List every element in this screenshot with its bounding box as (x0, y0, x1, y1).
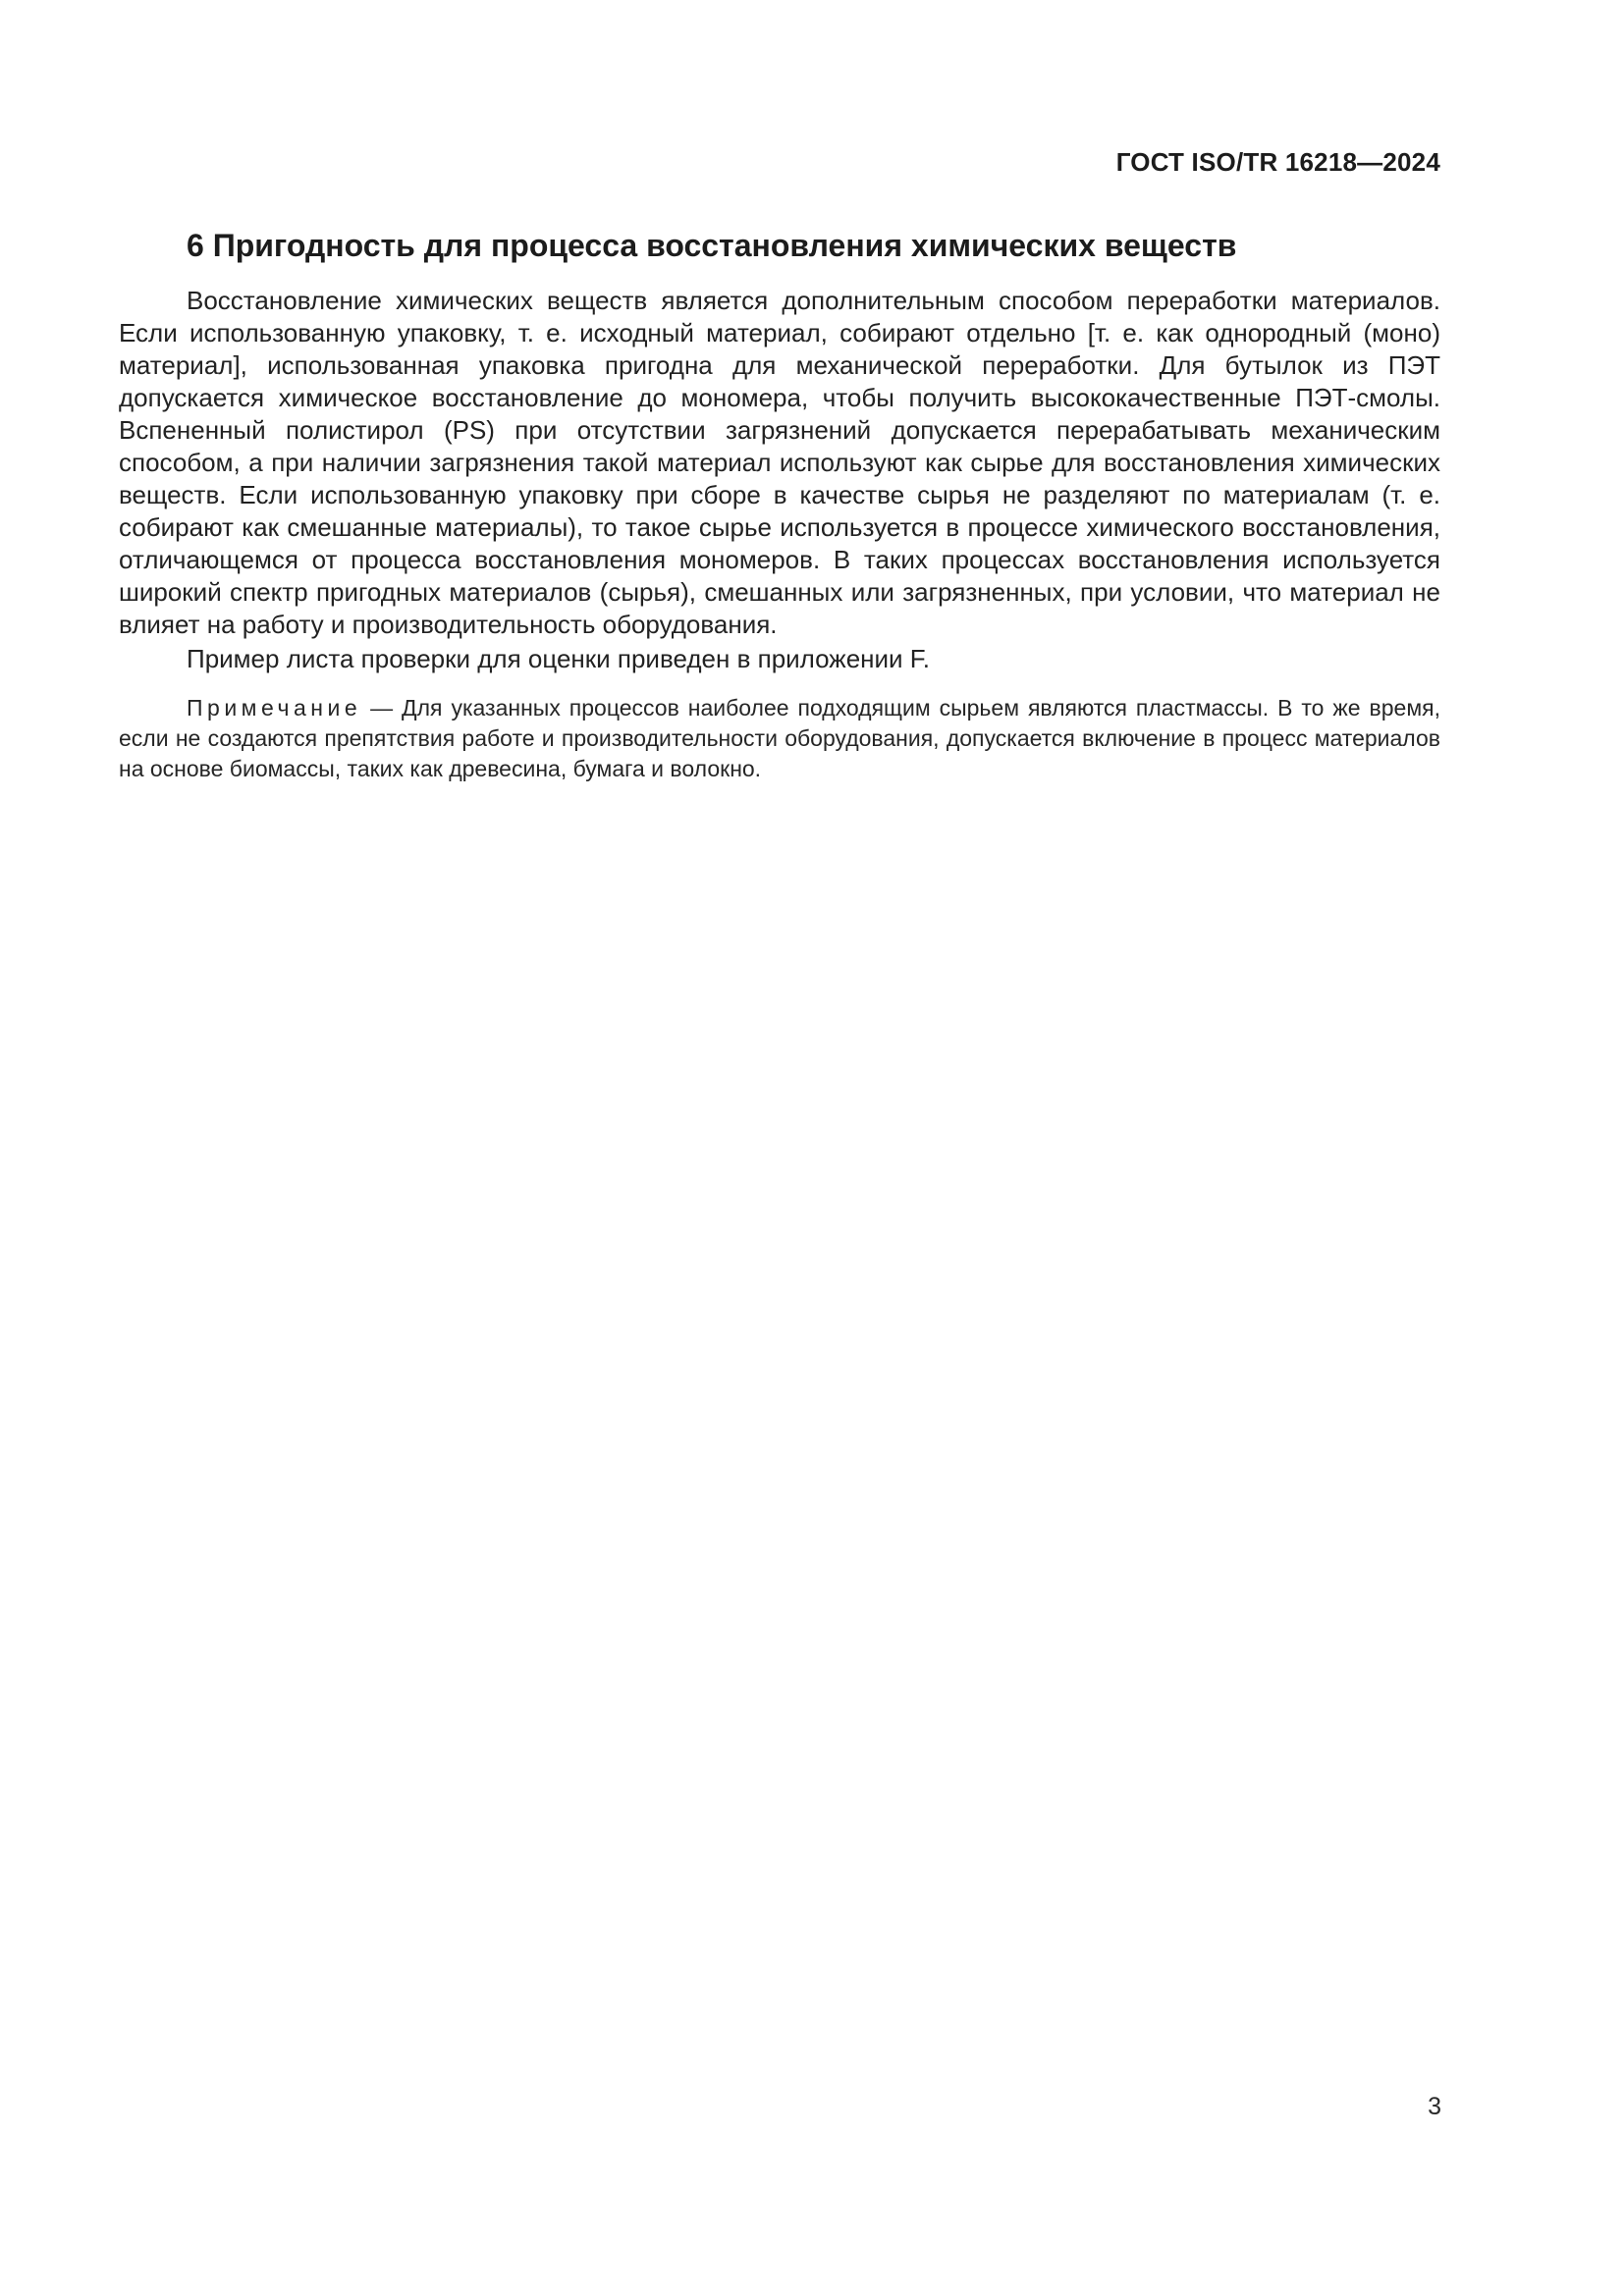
note-text: Для указанных процессов наиболее подходящим сырьем являются пластмассы. В то же время, если не создаются препятствия работе и производительности оборудования, допускается включение в процесс материалов на основе биомассы, таких как древесина, бумага и волокно. (119, 695, 1440, 781)
body-paragraph-1: Восстановление химических веществ является дополнительным способом переработки материалов. Если использованную упаковку, т. е. исходный материал, собирают отдельно [т. е. как однородный (моно) материал], использованная упаковка пригодна для механической переработки. Для бутылок из ПЭТ допускается химическое восстановление до мономера, чтобы получить высококачественные ПЭТ-смолы. Вспененный полистирол (PS) при отсутствии загрязнений допускается перерабатывать механическим способом, а при наличии загрязнения такой материал используют как сырье для восстановления химических веществ. Если использованную упаковку при сборе в качестве сырья не разделяют по материалам (т. е. собирают как смешанные материалы), то такое сырье используется в процессе химического восстановления, отличающемся от процесса восстановления мономеров. В таких процессах восстановления используется широкий спектр пригодных материалов (сырья), смешанных или загрязненных, при условии, что материал не влияет на работу и производительность оборудования. (119, 286, 1440, 639)
note-label: Примечание (187, 695, 362, 721)
note-paragraph (119, 693, 1440, 784)
section-body (119, 285, 1440, 784)
document-code: ГОСТ ISO/TR 16218—2024 (1115, 147, 1440, 177)
section-heading: 6 Пригодность для процесса восстановления химических веществ (187, 228, 1237, 263)
page-number: 3 (1428, 2093, 1441, 2120)
body-paragraph-2: Пример листа проверки для оценки приведен в приложении F. (187, 644, 931, 673)
note-dash: — (361, 695, 403, 721)
